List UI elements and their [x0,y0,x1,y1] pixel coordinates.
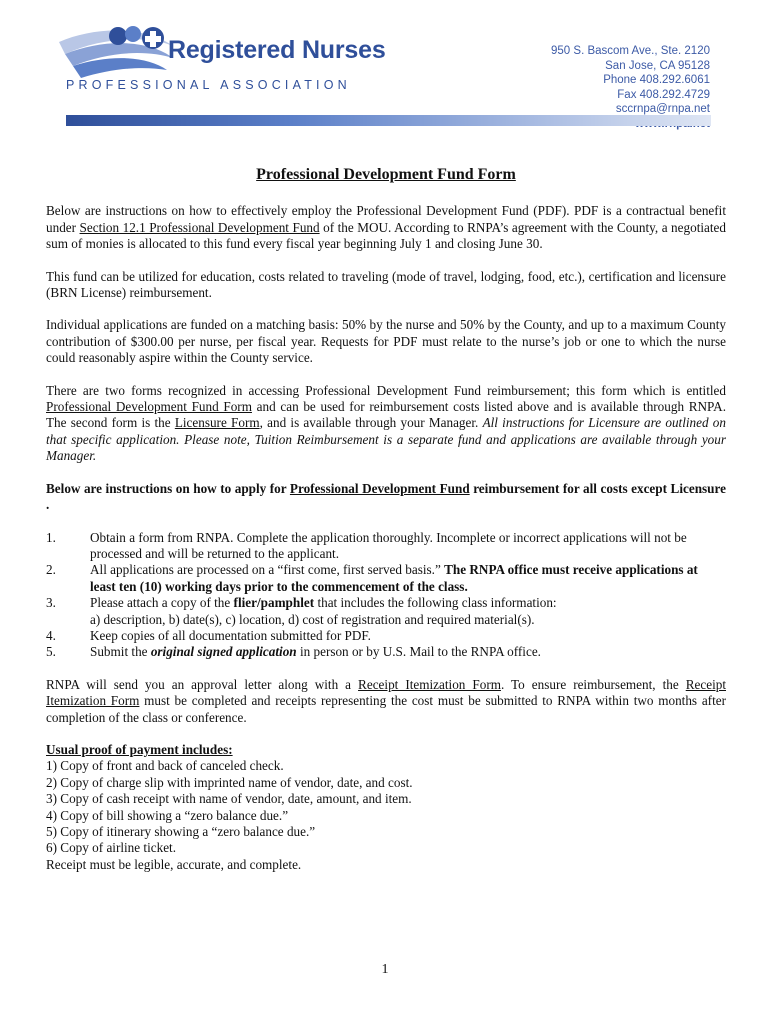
forms-text-b: and can be used for reimbursement costs listed above and is available through RNPA. The second form is the [46,399,726,431]
proof-item: 5) Copy of itinerary showing a “zero balance due.” [46,824,316,839]
steps-list [46,530,726,661]
step-3-flier: flier/pamphlet [233,595,315,611]
proof-of-payment-list [46,742,726,873]
step-text: Please attach a copy of the [90,595,234,611]
approval-paragraph [46,677,726,726]
logo-figure-head-2 [125,26,141,42]
receipt-itemization-form-reference-2: Receipt Itemization Form [46,676,726,709]
instructions-heading-text-b: reimbursement for all costs except Licensure . [46,480,726,513]
proof-heading: Usual proof of payment includes: [46,741,233,757]
step-5 [46,644,726,660]
forms-text-c: , and is available through your Manager. [259,415,483,431]
logo-title: Registered Nurses [168,36,386,64]
proof-item: 1) Copy of front and back of canceled check. [46,758,284,774]
step-text: All applications are processed on a “first come, first served basis.” [90,562,445,578]
approval-text-a: RNPA will send you an approval letter along with a [46,676,359,692]
licensure-form-reference: Licensure Form [174,415,260,431]
step-text-2: that includes the following class information: [314,595,557,611]
address-line-2: San Jose, CA 95128 [605,59,710,72]
step-number: 2. [46,562,56,578]
forms-text-a: There are two forms recognized in accessing Professional Development Fund reimbursement; this form which is entitled [46,382,726,398]
page-number: 1 [381,962,389,977]
fax-number: Fax 408.292.4729 [617,88,710,101]
document-title: Professional Development Fund Form [256,166,516,183]
receipt-itemization-form-reference: Receipt Itemization Form [358,676,501,692]
pdf-reference: Professional Development Fund [289,480,470,496]
step-2 [46,562,726,595]
logo-figure-head-1 [109,27,127,45]
step-2-deadline: The RNPA office must receive applications at least ten (10) working days prior to the commencement of the class. [90,562,698,594]
header-gradient-bar [66,115,711,126]
step-number: 3. [46,595,56,611]
logo-swoosh-dark [73,58,167,78]
pdf-form-reference: Professional Development Fund Form [46,399,252,415]
proof-item: 3) Copy of cash receipt with name of vendor, date, amount, and item. [46,791,412,807]
step-number: 1. [46,529,56,545]
address-line-1: 950 S. Bascom Ave., Ste. 2120 [551,45,710,57]
approval-text-c: must be completed and receipts representing the cost must be submitted to RNPA within two months after completion of the class or conference. [46,693,726,725]
step-text: Obtain a form from RNPA. Complete the application thoroughly. Incomplete or incorrect applications will not be processed and will be returned to the applicant. [90,529,687,561]
forms-paragraph [46,383,726,465]
approval-text-b: . To ensure reimbursement, the [500,676,686,692]
step-5-signed-application: original signed application [150,644,297,660]
step-3-class-info: a) description, b) date(s), c) location, d) cost of registration and required material(s). [90,611,535,627]
email-address: sccrnpa@rnpa.net [615,103,710,116]
step-3 [46,595,726,628]
receipt-requirement: Receipt must be legible, accurate, and complete. [46,856,302,872]
intro-text-a: Below are instructions on how to effectively employ the Professional Development Fund (PDF). PDF is a contractual benefit under [46,203,726,235]
step-1 [46,530,726,563]
intro-text-b: of the MOU. According to RNPA’s agreement with the County, a negotiated sum of monies is allocated to this fund every fiscal year beginning July 1 and closing June 30. [46,219,726,252]
instructions-heading [46,481,726,514]
matching-basis-paragraph: Individual applications are funded on a matching basis: 50% by the nurse and 50% by the County, and up to a maximum County contribution of $300.00 per nurse, per fiscal year. Requests for PDF must relate to the nurse’s job or one to which the nurse could reasonably aspire within the County service. [46,317,726,366]
document-body [46,167,726,873]
step-text: Keep copies of all documentation submitted for PDF. [90,627,371,643]
phone-number: Phone 408.292.6061 [603,74,710,87]
fund-usage-paragraph: This fund can be utilized for education, costs related to traveling (mode of travel, lodging, food, etc.), certification and licensure (BRN License) reimbursement. [46,268,726,301]
licensure-note: All instructions for Licensure are outlined on that specific application. Please note, Tuition Reimbursement is a separate fund and applications are available through your Manager. [46,415,726,464]
step-text: Submit the [90,644,151,660]
step-4 [46,628,726,644]
proof-item: 6) Copy of airline ticket. [46,840,177,856]
logo-subtitle: PROFESSIONAL ASSOCIATION [66,78,351,92]
intro-paragraph [46,203,726,252]
section-12-1-reference: Section 12.1 Professional Development Fund [79,219,320,235]
step-number: 4. [46,627,56,643]
step-text-2: in person or by U.S. Mail to the RNPA office. [296,644,541,660]
instructions-heading-text-a: Below are instructions on how to apply for [46,480,290,496]
proof-item: 4) Copy of bill showing a “zero balance due.” [46,807,289,823]
proof-item: 2) Copy of charge slip with imprinted name of vendor, date, and cost. [46,774,413,790]
step-number: 5. [46,644,56,660]
